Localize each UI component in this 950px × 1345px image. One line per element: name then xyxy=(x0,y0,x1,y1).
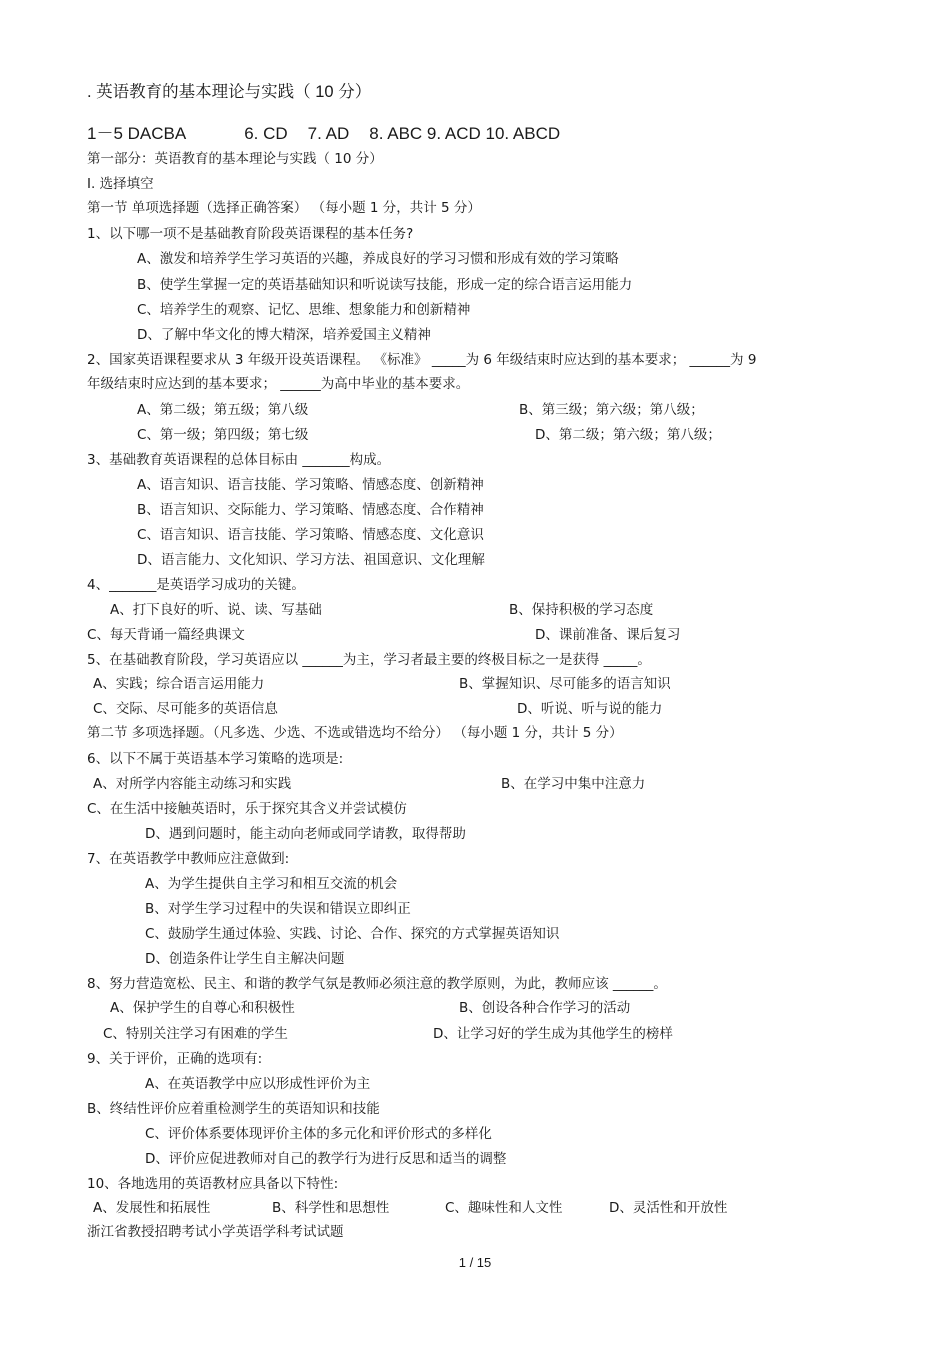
question-1-option-a: A、激发和培养学生学习英语的兴趣，养成良好的学习习惯和形成有效的学习策略 xyxy=(137,251,619,267)
question-3-option-c: C、语言知识、语言技能、学习策略、情感态度、文化意识 xyxy=(137,527,484,543)
question-8-option-c: C、特别关注学习有困难的学生 xyxy=(103,1026,288,1042)
question-3-option-d: D、语言能力、文化知识、学习方法、祖国意识、文化理解 xyxy=(137,552,485,568)
question-6-option-c: C、在生活中接触英语时，乐于探究其含义并尝试模仿 xyxy=(87,801,407,817)
question-7-stem: 7、在英语教学中教师应注意做到: xyxy=(87,851,290,867)
question-2-option-c: C、第一级；第四级；第七级 xyxy=(137,427,309,443)
question-4-option-c: C、每天背诵一篇经典课文 xyxy=(87,627,245,643)
question-9-option-c: C、评价体系要体现评价主体的多元化和评价形式的多样化 xyxy=(145,1126,492,1142)
subsection-2-title: 第二节 多项选择题。（凡多选、少选、不选或错选均不给分） （每小题 1 分，共计 5 分） xyxy=(87,725,623,741)
question-5-option-a: A、实践；综合语言运用能力 xyxy=(93,676,265,692)
question-9-option-b: B、终结性评价应着重检测学生的英语知识和技能 xyxy=(87,1101,380,1117)
question-2-option-d: D、第二级；第六级；第八级； xyxy=(535,427,721,443)
question-5-stem: 5、在基础教育阶段，学习英语应以 ______为主，学习者最主要的终极目标之一是获得 _____。 xyxy=(87,652,651,668)
question-2-option-a: A、第二级；第五级；第八级 xyxy=(137,402,309,418)
question-8-option-d: D、让学习好的学生成为其他学生的榜样 xyxy=(433,1026,673,1042)
question-1-option-b: B、使学生掌握一定的英语基础知识和听说读写技能，形成一定的综合语言运用能力 xyxy=(137,277,633,293)
subsection-1-title: 第一节 单项选择题（选择正确答案） （每小题 1 分，共计 5 分） xyxy=(87,200,481,216)
question-9-option-d: D、评价应促进教师对自己的教学行为进行反思和适当的调整 xyxy=(145,1151,507,1167)
footer-title: 浙江省教授招聘考试小学英语学科考试试题 xyxy=(87,1224,344,1240)
question-2-stem-line2: 年级结束时应达到的基本要求； ______为高中毕业的基本要求。 xyxy=(87,376,470,392)
question-6-option-a: A、对所学内容能主动练习和实践 xyxy=(93,776,292,792)
question-3-option-b: B、语言知识、交际能力、学习策略、情感态度、合作精神 xyxy=(137,502,484,518)
question-4-option-a: A、打下良好的听、说、读、写基础 xyxy=(110,602,322,618)
question-1-option-c: C、培养学生的观察、记忆、思维、想象能力和创新精神 xyxy=(137,302,471,318)
question-6-option-b: B、在学习中集中注意力 xyxy=(501,776,646,792)
answer-6: 6. CD xyxy=(244,124,288,143)
page-number: 1 / 15 xyxy=(458,1255,492,1270)
question-5-option-c: C、交际、尽可能多的英语信息 xyxy=(93,701,278,717)
part-title: 第一部分：英语教育的基本理论与实践（ 10 分） xyxy=(87,151,383,167)
question-10-option-b: B、科学性和思想性 xyxy=(272,1200,390,1216)
question-9-stem: 9、关于评价，正确的选项有: xyxy=(87,1051,263,1067)
question-8-stem: 8、努力营造宽松、民主、和谐的教学气氛是教师必须注意的教学原则，为此，教师应该 ______。 xyxy=(87,976,667,992)
question-1-option-d: D、了解中华文化的博大精深，培养爱国主义精神 xyxy=(137,327,431,343)
question-10-option-a: A、发展性和拓展性 xyxy=(93,1200,211,1216)
question-7-option-d: D、创造条件让学生自主解决问题 xyxy=(145,951,345,967)
question-3-stem: 3、基础教育英语课程的总体目标由 _______构成。 xyxy=(87,452,391,468)
answer-8-10: 8. ABC 9. ACD 10. ABCD xyxy=(369,124,561,143)
question-5-option-d: D、听说、听与说的能力 xyxy=(517,701,663,717)
question-3-option-a: A、语言知识、语言技能、学习策略、情感态度、创新精神 xyxy=(137,477,484,493)
answer-7: 7. AD xyxy=(307,124,350,143)
answer-1-5: 1－5 DACBA xyxy=(87,124,187,143)
section-title: I. 选择填空 xyxy=(87,176,154,192)
question-4-option-b: B、保持积极的学习态度 xyxy=(509,602,654,618)
page-heading: . 英语教育的基本理论与实践（ 10 分） xyxy=(87,83,372,101)
question-2-stem-line1: 2、国家英语课程要求从 3 年级开设英语课程。 《标准》 _____为 6 年级结束时应达到的基本要求； ______为 9 xyxy=(87,352,757,368)
question-9-option-a: A、在英语教学中应以形成性评价为主 xyxy=(145,1076,371,1092)
question-7-option-b: B、对学生学习过程中的失误和错误立即纠正 xyxy=(145,901,411,917)
question-10-stem: 10、各地选用的英语教材应具备以下特性: xyxy=(87,1176,339,1192)
question-2-option-b: B、第三级；第六级；第八级； xyxy=(519,402,704,418)
question-7-option-a: A、为学生提供自主学习和相互交流的机会 xyxy=(145,876,398,892)
question-8-option-b: B、创设各种合作学习的活动 xyxy=(459,1000,631,1016)
question-6-option-d: D、遇到问题时，能主动向老师或同学请教，取得帮助 xyxy=(145,826,466,842)
question-8-option-a: A、保护学生的自尊心和积极性 xyxy=(110,1000,295,1016)
question-7-option-c: C、鼓励学生通过体验、实践、讨论、合作、探究的方式掌握英语知识 xyxy=(145,926,560,942)
question-5-option-b: B、掌握知识、尽可能多的语言知识 xyxy=(459,676,671,692)
answer-key xyxy=(87,124,560,144)
question-6-stem: 6、以下不属于英语基本学习策略的选项是: xyxy=(87,751,344,767)
question-1-stem: 1、以下哪一项不是基础教育阶段英语课程的基本任务? xyxy=(87,226,414,242)
question-4-option-d: D、课前准备、课后复习 xyxy=(535,627,681,643)
question-4-stem: 4、_______是英语学习成功的关键。 xyxy=(87,577,305,593)
question-10-option-d: D、灵活性和开放性 xyxy=(609,1200,728,1216)
question-10-option-c: C、趣味性和人文性 xyxy=(445,1200,563,1216)
